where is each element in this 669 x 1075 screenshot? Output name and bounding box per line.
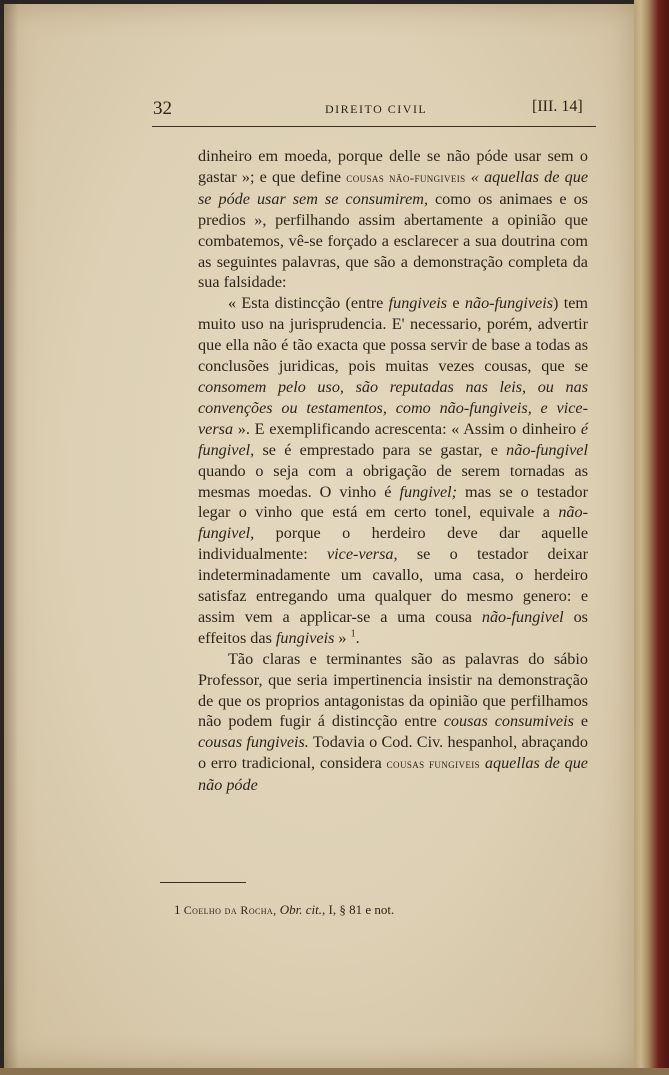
footnote-author: Coelho da Rocha,	[183, 903, 277, 917]
text-run: ) tem muito uso na jurisprudencia. E' necessario, porém, advertir que ella não é tão exacta que possa servir de base a todas as conclusões juridicas, pois muitas vezes cousas, que se	[198, 294, 588, 376]
italic-run: é fungivel,	[198, 419, 588, 459]
paragraph-2	[198, 293, 588, 648]
book-edge-right	[634, 0, 669, 1075]
text-run: porque o herdeiro deve dar aquelle individualmente:	[198, 524, 588, 564]
book-edge-bottom	[0, 1068, 669, 1075]
text-run: e	[447, 294, 465, 313]
page-number: 32	[153, 98, 172, 119]
text-run: « Esta distincção (entre	[228, 294, 389, 313]
italic-run: aquellas de que não póde	[198, 754, 588, 795]
text-run: Todavia o Cod. Civ. hespanhol, abraçando o erro tradicional, considera	[198, 733, 588, 773]
text-run: os effeitos das	[198, 607, 588, 647]
italic-run: não-fungivel,	[198, 503, 588, 543]
body-text	[198, 146, 588, 796]
italic-run: não-fungivel	[481, 607, 564, 626]
page-gutter-shadow	[4, 4, 18, 1068]
footnote	[174, 902, 594, 918]
footnote-work: Obr. cit.,	[279, 902, 326, 917]
text-run: ». E exemplificando acrescenta: « Assim o dinheiro	[233, 419, 581, 438]
footnote-number: 1	[174, 902, 181, 917]
text-run: .	[355, 628, 360, 647]
paragraph-3	[198, 649, 588, 796]
italic-run: não-fungiveis	[464, 294, 554, 313]
header-rule	[152, 126, 596, 127]
italic-run: consomem pelo uso, são reputadas nas leis, ou nas convenções ou testamentos, como não-fungiveis, e vice-versa	[198, 377, 588, 438]
section-mark: [III. 14]	[532, 98, 583, 115]
text-run: Tão claras e terminantes são as palavras do sábio Professor, que seria impertinencia insistir na demonstração de que os proprios antagonistas da opinião que perfilhamos não podem fugir á distincção entre	[198, 649, 588, 731]
running-title: DIREITO CIVIL	[325, 102, 428, 116]
text-run: mas se o testador legar o vinho que está em certo tonel, equivale a	[198, 482, 588, 522]
italic-run: vice-versa,	[327, 545, 398, 564]
italic-run: fungiveis	[388, 294, 448, 313]
text-run: se é emprestado para se gastar, e	[254, 440, 507, 459]
text-run: dinheiro em moeda, porque delle se não póde usar sem o gastar »; e que define	[198, 147, 588, 186]
text-run: e	[573, 712, 589, 731]
text-run: como os animaes e os predios », perfilhando assim abertamente a opinião que combatemos, vê-se forçado a esclarecer a sua doutrina com as seguintes palavras, que são a demonstração completa da sua falsidade:	[198, 189, 588, 292]
page-header	[0, 98, 630, 122]
italic-run: cousas consumiveis	[443, 712, 574, 731]
italic-run: « aquellas de que se póde usar sem se consumirem,	[198, 167, 589, 208]
text-run: »	[334, 628, 351, 647]
text-run: se o testador deixar indeterminadamente um cavallo, uma casa, o herdeiro satisfaz entregando uma qualquer do mesmo genero: e assim vem a applicar-se a uma cousa	[198, 545, 589, 626]
footnote-rule	[160, 882, 246, 883]
footnote-ref: 1	[350, 628, 356, 640]
italic-run: fungiveis	[275, 628, 335, 647]
italic-run: não-fungivel	[506, 440, 588, 459]
paragraph-1	[198, 146, 588, 293]
italic-run: cousas fungiveis.	[198, 733, 309, 752]
text-run: quando o seja com a obrigação de serem tornadas as mesmas moedas. O vinho é	[198, 461, 588, 501]
footnote-rest: I, § 81 e not.	[328, 902, 395, 917]
small-caps-run: cousas fungiveis	[386, 756, 481, 772]
italic-run: fungivel;	[399, 482, 458, 501]
small-caps-run: cousas não-fungiveis	[346, 169, 466, 185]
